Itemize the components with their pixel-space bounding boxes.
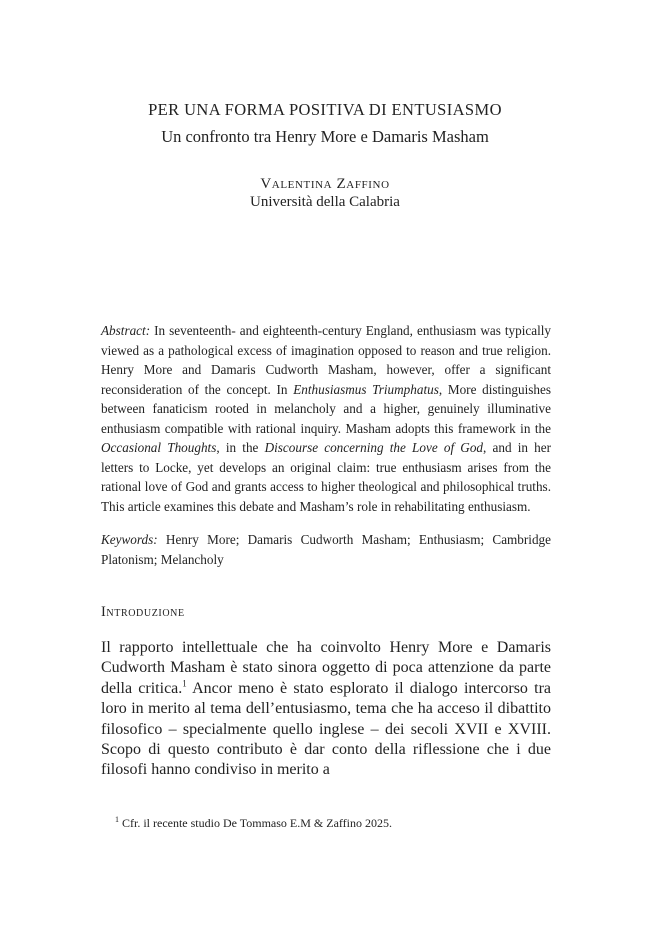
abstract-italic-title-2: Occasional Thoughts [101, 440, 217, 455]
body-text-2: Ancor meno è stato esplorato il dialogo intercorso tra loro in merito al tema dell’entusiasmo, tema che ha acceso il dibattito filosofico – specialmente quello inglese – dei secoli XVII e XVIII. Scopo di questo contributo è dar conto della riflessione che i due filosofi hanno condiviso in merito a [101, 679, 552, 779]
abstract-label: Abstract: [101, 323, 151, 338]
abstract-text-3: , in the [216, 440, 265, 455]
abstract-text-4: , and in her letters to Locke, yet develops an original claim: true enthusiasm arises from the rational love of God and grants access to higher theological and philosophical truths. This article examines this debate and Masham’s role in rehabilitating enthusiasm. [101, 440, 551, 514]
footnote [115, 816, 392, 831]
body-paragraph [101, 638, 551, 781]
footnote-marker: 1 [115, 815, 119, 824]
footnote-reference[interactable]: 1 [182, 678, 187, 689]
keywords-label: Keywords: [101, 532, 158, 547]
footnote-text: Cfr. il recente studio De Tommaso E.M & Zaffino 2025. [119, 816, 393, 830]
section-heading: Introduzione [101, 604, 185, 620]
abstract-text-1: In seventeenth- and eighteenth-century England, enthusiasm was typically viewed as a pathological excess of imagination opposed to reason and true religion. Henry More and Damaris Cudworth Masham, however, offer a significant reconsideration of the concept. In [101, 323, 551, 397]
abstract-italic-title-3: Discourse concerning the Love of God [264, 440, 484, 455]
paper-title: PER UNA FORMA POSITIVA DI ENTUSIASMO [148, 100, 502, 119]
abstract-italic-title-1: Enthusiasmus Triumphatus [293, 381, 439, 397]
body-text-1: Il rapporto intellettuale che ha coinvolto Henry More e Damaris Cudworth Masham è stato sinora oggetto di poca attenzione da parte della critica. [101, 639, 551, 697]
author-name: Valentina Zaffino [260, 176, 390, 192]
abstract [101, 321, 551, 516]
keywords [101, 530, 551, 569]
abstract-text-2: , More distinguishes between fanaticism rooted in melancholy and a higher, genuinely illuminative enthusiasm compatible with rational inquiry. Masham adopts this framework in the [101, 381, 551, 436]
paper-subtitle: Un confronto tra Henry More e Damaris Masham [161, 127, 489, 146]
keywords-text: Henry More; Damaris Cudworth Masham; Enthusiasm; Cambridge Platonism; Melancholy [101, 532, 551, 567]
author-affiliation: Università della Calabria [250, 194, 400, 210]
